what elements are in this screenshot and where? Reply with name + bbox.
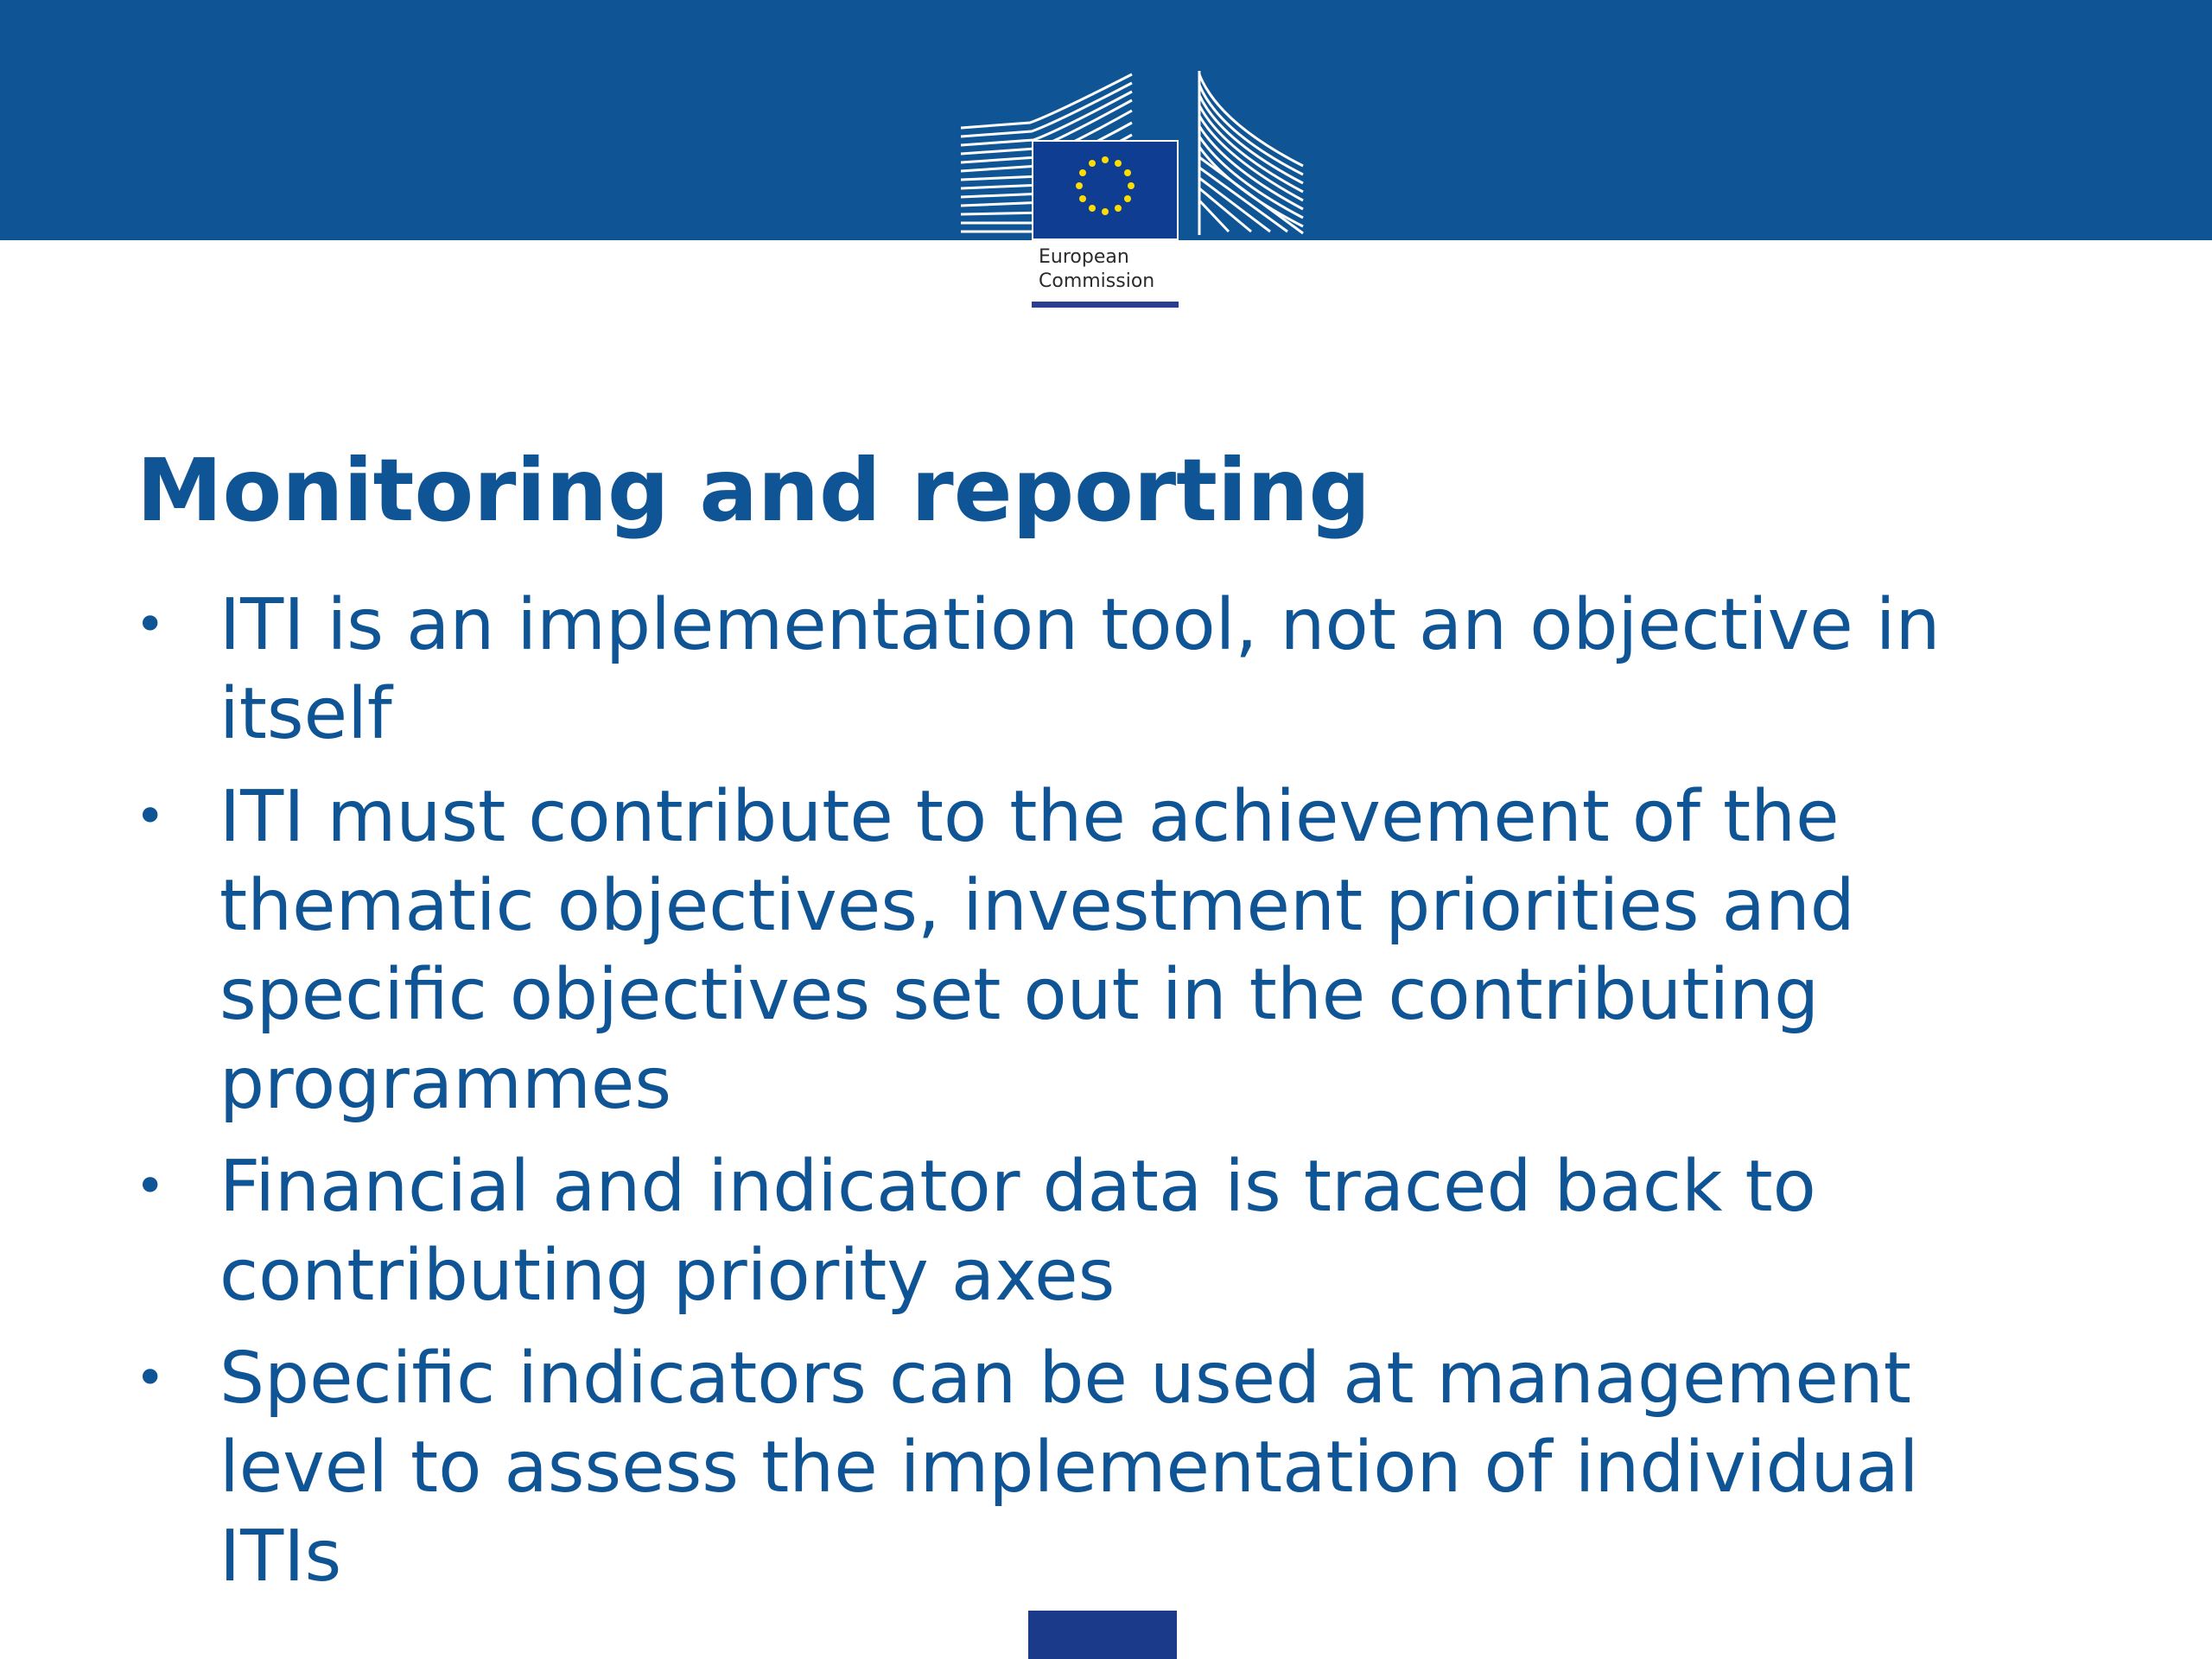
bullet-text-line: ITI is an implementation tool, not an objective in <box>219 584 1941 666</box>
bullet-dot: • <box>135 786 166 847</box>
bullet-text-line: Financial and indicator data is traced back to <box>219 1146 1816 1228</box>
building-right-wing <box>1199 71 1303 235</box>
bullet-dot: • <box>135 1348 166 1408</box>
logo-wordmark <box>1039 245 1154 294</box>
bullet-text-line: level to assess the implementation of individual <box>219 1427 1919 1509</box>
bullet-text-line: ITI must contribute to the achievement of the <box>219 776 1840 858</box>
logo-line-european: European <box>1039 246 1129 268</box>
bullet-text-line: Specific indicators can be used at management <box>219 1338 1911 1420</box>
slide-title: Monitoring and reporting <box>137 440 1371 541</box>
bullet-text-line: itself <box>219 673 392 755</box>
bullet-dot: • <box>135 594 166 655</box>
bullet-text-line: ITIs <box>219 1516 342 1598</box>
bullet-text-line: thematic objectives, investment priorities and <box>219 865 1855 947</box>
bullet-item <box>131 1334 2119 1601</box>
bullet-text-line: contributing priority axes <box>219 1235 1116 1317</box>
logo-line-commission: Commission <box>1039 270 1155 292</box>
footer-tab <box>1028 1611 1177 1659</box>
bullet-item <box>131 581 2119 759</box>
bullet-text-line: programmes <box>219 1043 672 1125</box>
eu-flag <box>1033 142 1177 238</box>
logo-underline <box>1032 302 1179 308</box>
bullet-dot: • <box>135 1156 166 1217</box>
bullet-text-line: specific objectives set out in the contributing <box>219 954 1820 1036</box>
bullet-list <box>131 581 2119 1615</box>
bullet-item <box>131 772 2119 1128</box>
bullet-item <box>131 1142 2119 1320</box>
